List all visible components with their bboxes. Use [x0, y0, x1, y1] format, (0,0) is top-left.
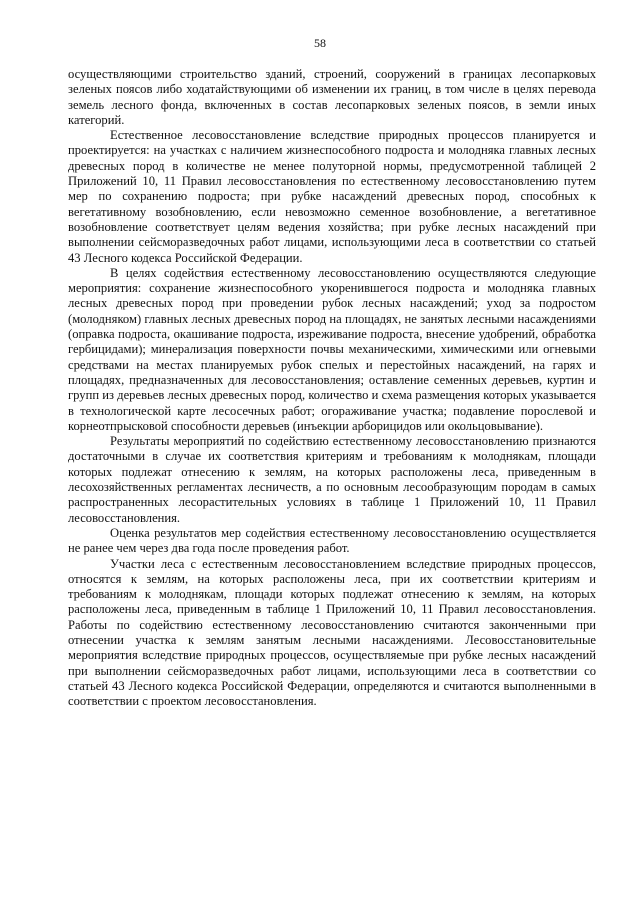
paragraph-results-criteria: Результаты мероприятий по содействию естественному лесовосстановлению признаются достаточными в случае их соответствия критериям и требованиям к молоднякам, площади которых подлежат отнесению к землям, на которых расположены леса, приведенным в лесохозяйственных регламентах лесничеств, а по основным лесообразующим породам в самых распространенных лесорастительных условиях в таблице 1 Приложений 10, 11 Правил лесовосстановления.: [68, 434, 596, 525]
paragraph-evaluation-timing: Оценка результатов мер содействия естественному лесовосстановлению осуществляется не ранее чем через два года после проведения работ.: [68, 525, 596, 556]
paragraph-natural-reforestation: Естественное лесовосстановление вследствие природных процессов планируется и проектируется: на участках с наличием жизнеспособного подроста и молодняка главных лесных древесных пород в количестве не менее полуторной нормы, предусмотренной таблицей 2 Приложений 10, 11 Правил лесовосстановления по естественному лесовосстановлению путем мер по сохранению подроста; при рубке насаждений древесных пород, способных к вегетативному возобновлению, если невозможно семенное возобновление, а вегетативное возобновление соответствует целям ведения хозяйства; при рубке лесных насаждений при выполнении сейсморазведочных работ лицами, использующими леса в соответствии со статьей 43 Лесного кодекса Российской Федерации.: [68, 128, 596, 265]
paragraph-continuation: осуществляющими строительство зданий, строений, сооружений в границах лесопарковых зеленых поясов либо ходатайствующими об изменении их границ, в том числе в целях перевода земель лесного фонда, включенных в состав лесопарковых зеленых поясов, в земли иных категорий.: [68, 67, 596, 127]
document-body: [68, 67, 596, 709]
page-number: 58: [314, 36, 326, 50]
paragraph-forest-plots: Участки леса с естественным лесовосстановлением вследствие природных процессов, относятся к землям, на которых расположены леса, при их соответствии критериям и требованиям к молоднякам, площади которых подлежат отнесению к землям, на которых расположены леса, приведенным в таблице 1 Приложений 10, 11 Правил лесовосстановления. Работы по содействию естественному лесовосстановлению считаются законченными при отнесении участка к землям занятым лесными насаждениями. Лесовосстановительные мероприятия вследствие природных процессов, осуществляемые при рубке лесных насаждений при выполнении сейсморазведочных работ лицами, использующими леса в соответствии со статьей 43 Лесного кодекса Российской Федерации, определяются и считаются выполненными в соответствии с проектом лесовосстановления.: [68, 556, 596, 709]
paragraph-assistance-measures: В целях содействия естественному лесовосстановлению осуществляются следующие мероприятия: сохранение жизнеспособного укоренившегося подроста и молодняка главных лесных древесных пород при проведении рубок лесных насаждений; уход за подростом (молодняком) главных лесных древесных пород на площадях, не занятых лесными насаждениями (оправка подроста, окашивание подроста, изреживание подроста, внесение удобрений, обработка гербицидами); минерализация поверхности почвы механическими, химическими или огневыми средствами на местах планируемых рубок спелых и перестойных насаждений, на гарях и площадях, предназначенных для лесовосстановления; оставление семенных деревьев, куртин и групп из деревьев лесных древесных пород, количество и схема размещения которых указывается в технологической карте лесосечных работ; огораживание участка; подавление порослевой и корнеотпрысковой способности деревьев (инъекции арборицидов или окольцовывание).: [68, 265, 596, 433]
